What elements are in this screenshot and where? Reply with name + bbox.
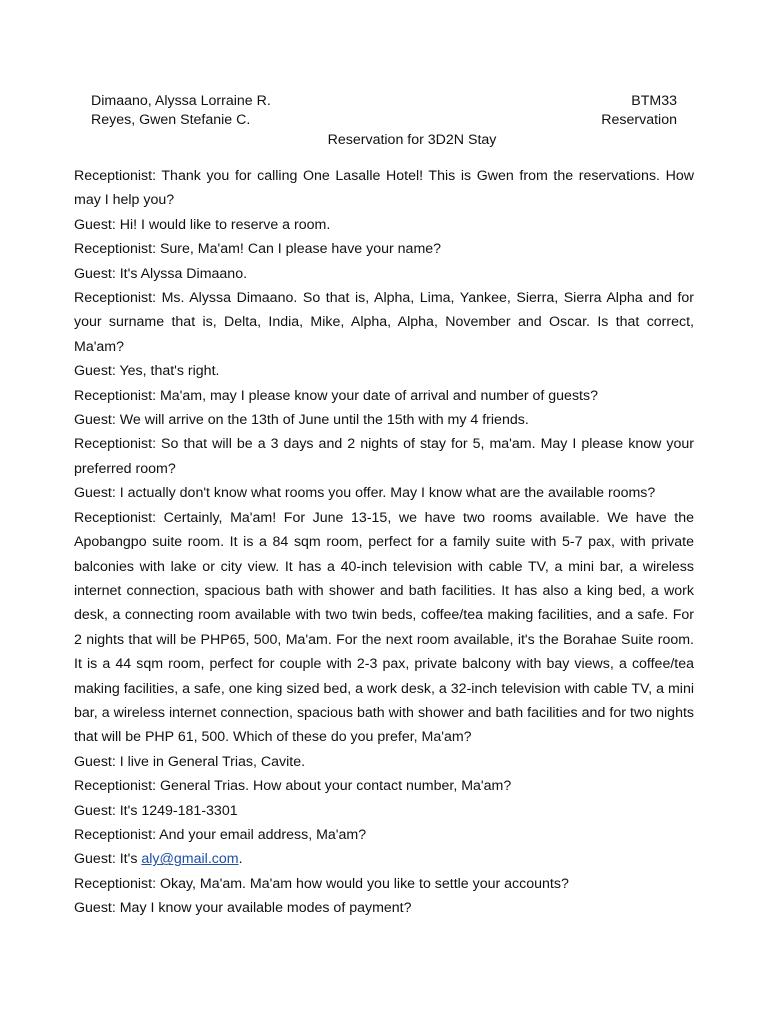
dialogue-text: Guest: It's (74, 851, 142, 868)
document-title: Reservation for 3D2N Stay (327, 132, 497, 148)
dialogue-line: Guest: Hi! I would like to reserve a room. (74, 216, 331, 233)
dialogue-line: Guest: It's 1249-181-3301 (74, 802, 238, 819)
dialogue-line: Guest: It's Alyssa Dimaano. (74, 265, 248, 282)
header-row-1 (91, 92, 677, 111)
dialogue-line: Guest: I live in General Trias, Cavite. (74, 753, 306, 770)
email-link[interactable]: aly@gmail.com (141, 851, 239, 868)
dialogue-text: . (238, 851, 243, 868)
dialogue-line: Guest: May I know your available modes of payment? (74, 900, 412, 917)
course-code: BTM33 (631, 93, 677, 109)
dialogue-line: Guest: I actually don't know what rooms you offer. May I know what are the available rooms? (74, 485, 656, 502)
author-name-2: Reyes, Gwen Stefanie C. (91, 112, 251, 128)
document-header (91, 92, 677, 150)
dialogue-line: Receptionist: General Trias. How about your contact number, Ma'am? (74, 778, 512, 795)
dialogue-line (74, 847, 694, 871)
dialogue-body (74, 164, 694, 921)
dialogue-line: Receptionist: Ma'am, may I please know your date of arrival and number of guests? (74, 387, 598, 404)
dialogue-line: Guest: Yes, that's right. (74, 363, 220, 380)
dialogue-line: Receptionist: So that will be a 3 days and 2 nights of stay for 5, ma'am. May I please know your preferred room? (74, 436, 694, 477)
dialogue-line: Receptionist: Thank you for calling One Lasalle Hotel! This is Gwen from the reservations. How may I help you? (74, 168, 694, 209)
dialogue-line: Receptionist: Okay, Ma'am. Ma'am how would you like to settle your accounts? (74, 875, 569, 892)
dialogue-line: Receptionist: Ms. Alyssa Dimaano. So that is, Alpha, Lima, Yankee, Sierra, Sierra Alpha and for your surname that is, Delta, India, Mike, Alpha, Alpha, November and Oscar. Is that correct, Ma'am? (74, 290, 694, 355)
dialogue-line: Guest: We will arrive on the 13th of June until the 15th with my 4 friends. (74, 412, 529, 429)
header-row-2 (91, 111, 677, 130)
author-name-1: Dimaano, Alyssa Lorraine R. (91, 93, 271, 109)
dialogue-line: Receptionist: And your email address, Ma'am? (74, 826, 367, 843)
activity-topic: Reservation (601, 112, 677, 128)
dialogue-line: Receptionist: Certainly, Ma'am! For June 13-15, we have two rooms available. We have the Apobangpo suite room. It is a 84 sqm room, perfect for a family suite with 5-7 pax, with private balconies with lake or city view. It has a 40-inch television with cable TV, a mini bar, a wireless internet connection, spacious bath with shower and bath facilities. It has also a king bed, a work desk, a connecting room available with two twin beds, coffee/tea making facilities, and a safe. For 2 nights that will be PHP65, 500, Ma'am. For the next room available, it's the Borahae Suite room. It is a 44 sqm room, perfect for couple with 2-3 pax, private balcony with bay views, a coffee/tea making facilities, a safe, one king sized bed, a work desk, a 32-inch television with cable TV, a mini bar, a wireless internet connection, spacious bath with shower and bath facilities and for two nights that will be PHP 61, 500. Which of these do you prefer, Ma'am? (74, 509, 694, 746)
dialogue-line: Receptionist: Sure, Ma'am! Can I please have your name? (74, 241, 442, 258)
